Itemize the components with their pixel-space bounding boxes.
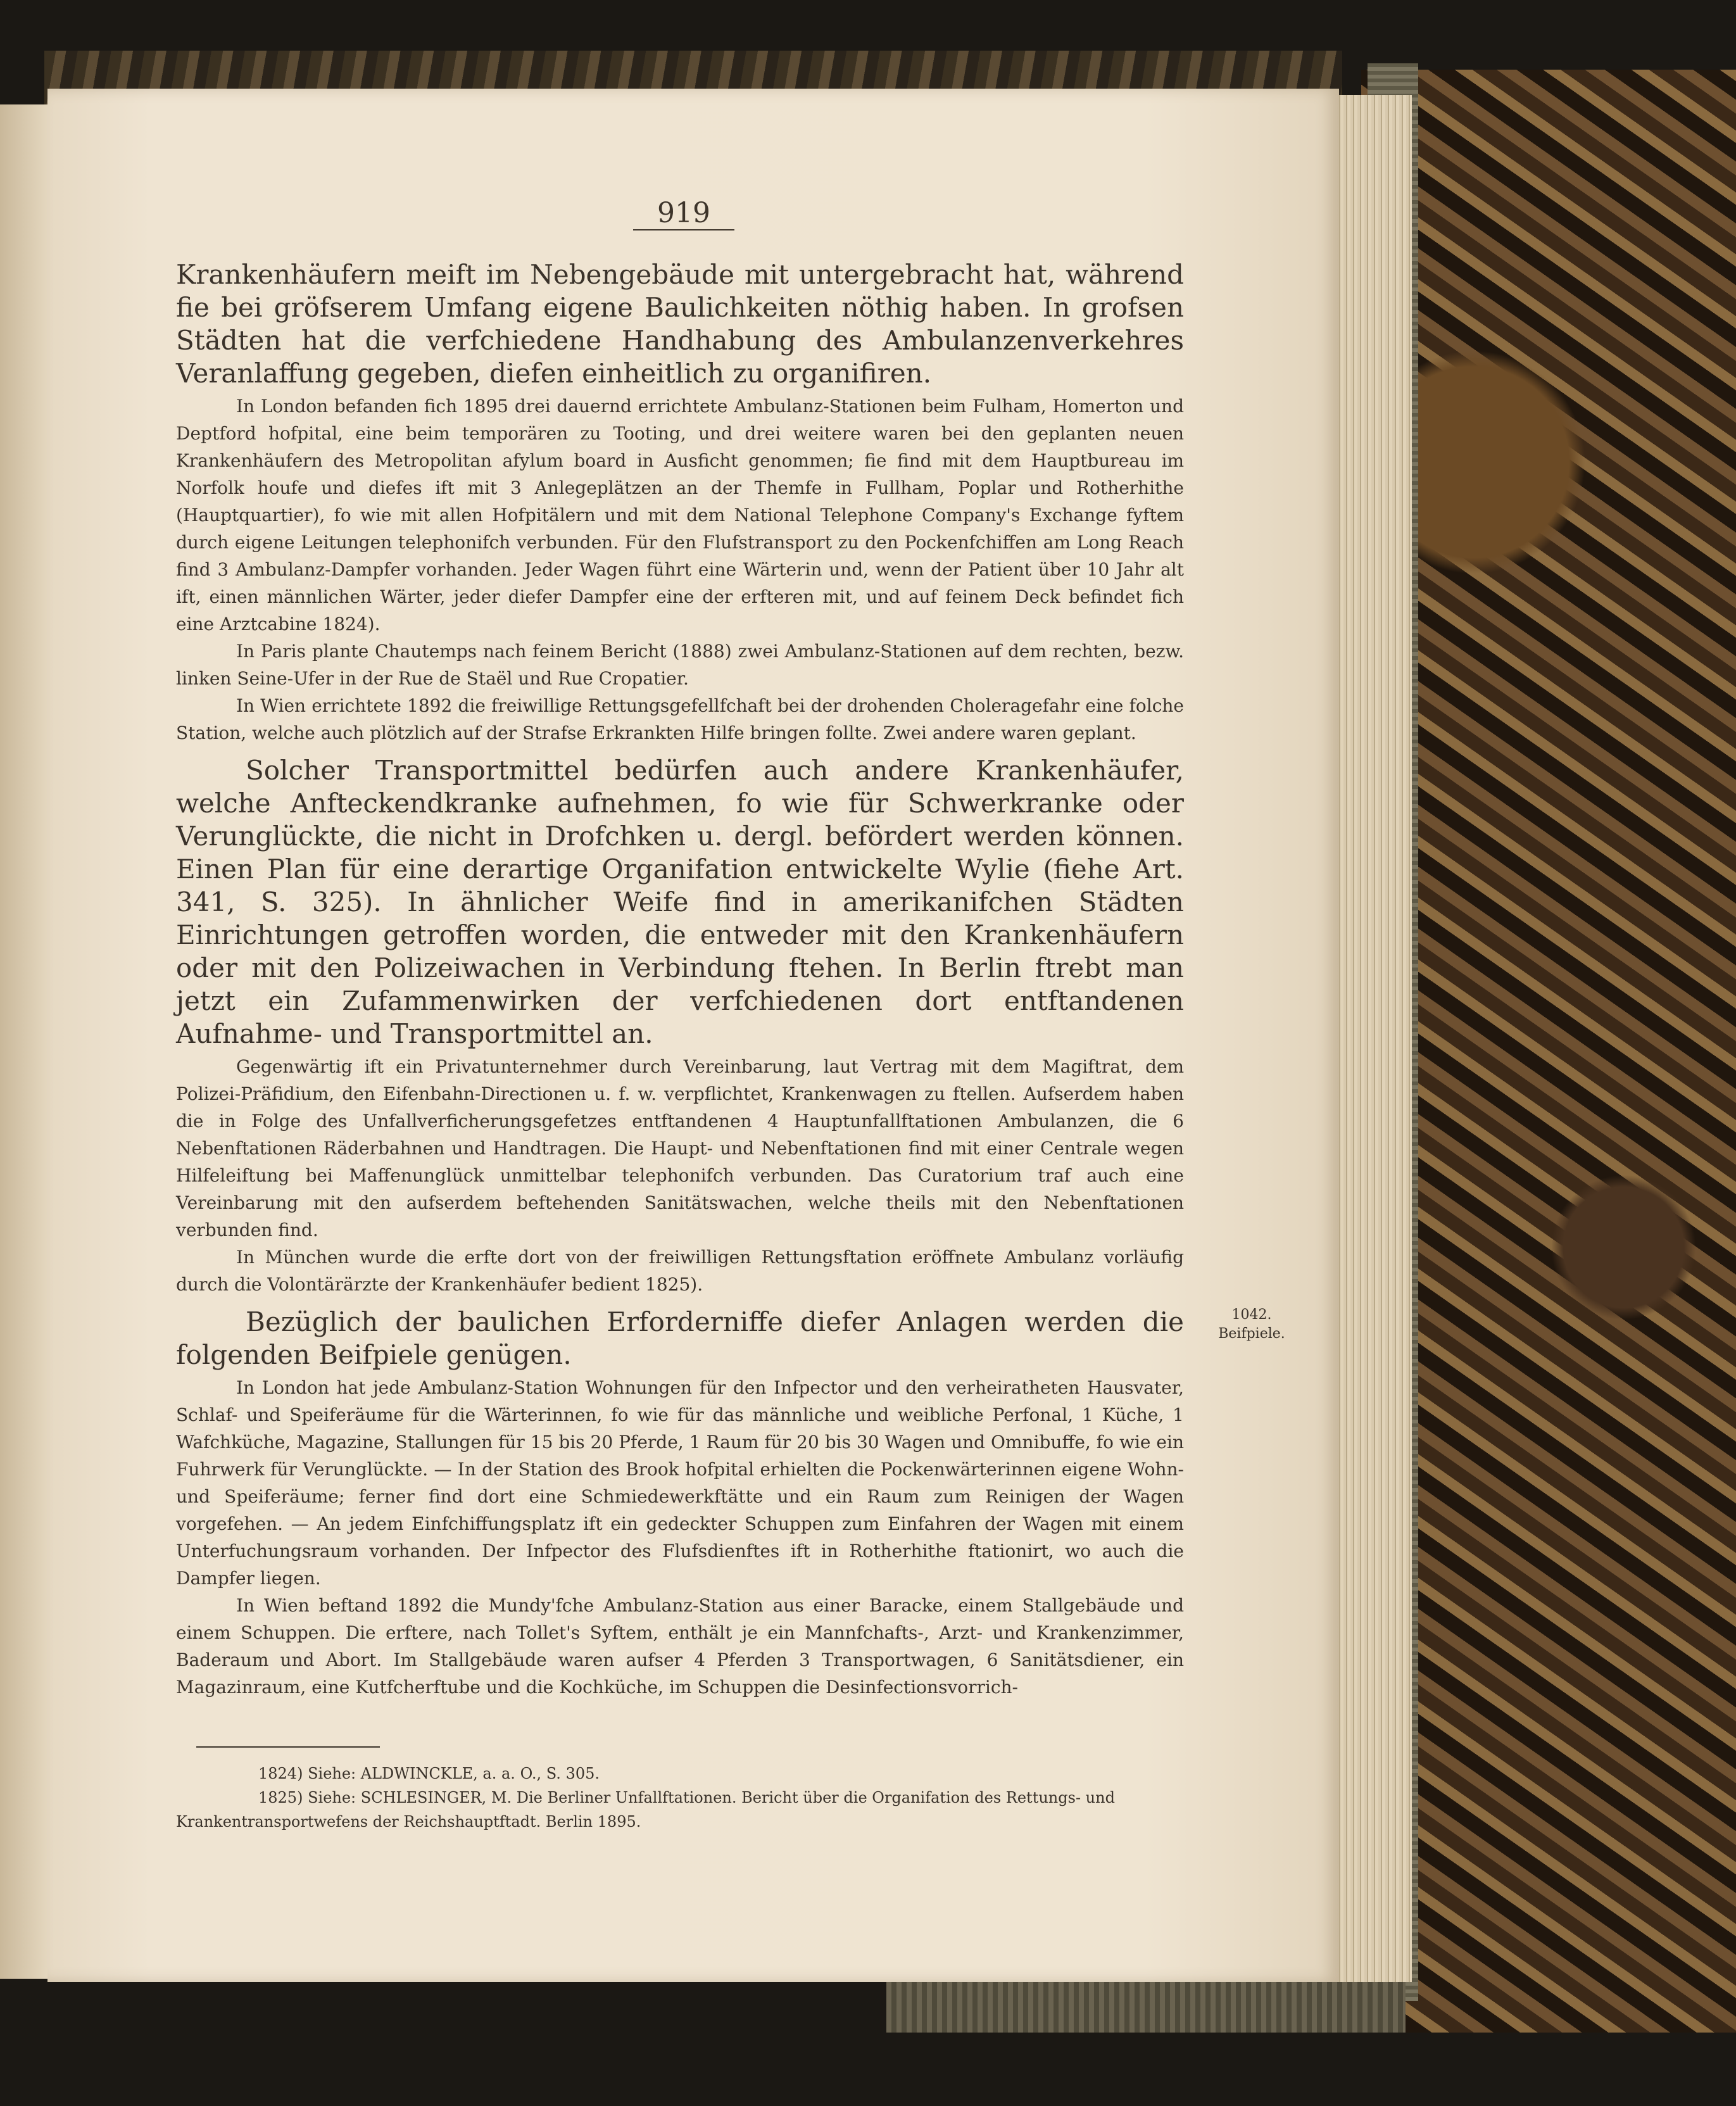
- margin-note: [1211, 1306, 1293, 1344]
- footnote-rule: [196, 1746, 380, 1748]
- paragraph-berlin: Gegenwärtig ift ein Privatunternehmer durch Vereinbarung, laut Vertrag mit dem Magiftrat, dem Polizei-Präfidium, den Eifenbahn-Directionen u. f. w. verpflichtet, Krankenwagen zu ftellen. Aufserdem haben die in Folge des Unfallverficherungsgefetzes entftandenen 4 Hauptunfallftationen Ambulanzen, die 6 Nebenftationen Räderbahnen und Handtragen. Die Haupt- und Nebenftationen find mit einer Centrale wegen Hilfeleiftung bei Maffenunglück unmittelbar telephonifch verbunden. Das Curatorium traf auch eine Vereinbarung mit den aufserdem beftehenden Sanitätswachen, welche theils mit den Nebenftationen verbunden find.: [176, 1056, 1184, 1240]
- page-body: [176, 258, 1184, 1701]
- paragraph-wien-station: In Wien beftand 1892 die Mundy'fche Ambulanz-Station aus einer Baracke, einem Stallgebäude und einem Schuppen. Die erftere, nach Tollet's Syftem, enthält je ein Mannfchafts-, Arzt- und Krankenzimmer, Baderaum und Abort. Im Stallgebäude waren aufser 4 Pferden 3 Transportwagen, 6 Sanitätsdiener, ein Magazinraum, eine Kutfcherftube und die Kochküche, im Schuppen die Desinfectionsvorrich-: [176, 1595, 1184, 1698]
- page-edges: [1330, 95, 1412, 1982]
- margin-note-label: Beifpiele.: [1218, 1326, 1285, 1342]
- footnote-1825: 1825) Siehe: SCHLESINGER, M. Die Berliner Unfallftationen. Bericht über die Organifation des Rettungs- und Krankentransportwefens der Reichshauptftadt. Berlin 1895.: [176, 1789, 1115, 1831]
- paragraph-wien: In Wien errichtete 1892 die freiwillige Rettungsgefellfchaft bei der drohenden Choleragefahr eine folche Station, welche auch plötzlich auf der Strafse Erkrankten Hilfe bringen follte. Zwei andere waren geplant.: [176, 695, 1184, 743]
- paragraph-intro: Krankenhäufern meift im Nebengebäude mit untergebracht hat, während fie bei gröfserem Umfang eigene Baulichkeiten nöthig haben. In grofsen Städten hat die verfchiedene Handhabung des Ambulanzenverkehres Veranlaffung gegeben, diefen einheitlich zu organifiren.: [176, 259, 1184, 389]
- book-cover-bottom: [886, 1976, 1406, 2033]
- footnotes: [176, 1762, 1189, 1834]
- footnote-1824: 1824) Siehe: ALDWINCKLE, a. a. O., S. 305.: [258, 1765, 600, 1782]
- paragraph-muenchen: In München wurde die erfte dort von der freiwilligen Rettungsftation eröffnete Ambulanz vorläufig durch die Volontärärzte der Krankenhäufer bedient 1825).: [176, 1247, 1184, 1295]
- paragraph-london: In London befanden fich 1895 drei dauernd errichtete Ambulanz-Stationen beim Fulham, Homerton und Deptford hofpital, eine beim temporären zu Tooting, und drei weitere waren bei den geplanten neuen Krankenhäufern des Metropolitan afylum board in Ausficht genommen; fie find mit dem Hauptbureau im Norfolk houfe und diefes ift mit 3 Anlegeplätzen an der Themfe in Fullham, Poplar und Rotherhithe (Hauptquartier), fo wie mit allen Hofpitälern und mit dem National Telephone Company's Exchange fyftem durch eigene Leitungen telephonifch verbunden. Für den Flufstransport zu den Pockenfchiffen am Long Reach find 3 Ambulanz-Dampfer vorhanden. Jeder Wagen führt eine Wärterin und, wenn der Patient über 10 Jahr alt ift, einen männlichen Wärter, jeder diefer Dampfer eine der erfteren mit, und auf feinem Deck befindet fich eine Arztcabine 1824).: [176, 396, 1184, 634]
- margin-note-number: 1042.: [1231, 1307, 1272, 1323]
- page-number: 919: [633, 198, 734, 230]
- paragraph-transport: Solcher Transportmittel bedürfen auch andere Krankenhäufer, welche Anfteckendkranke aufnehmen, fo wie für Schwerkranke oder Verunglückte, die nicht in Drofchken u. dergl. befördert werden können. Einen Plan für eine derartige Organifation entwickelte Wylie (fiehe Art. 341, S. 325). In ähnlicher Weife find in amerikanifchen Städten Einrichtungen getroffen worden, die entweder mit den Krankenhäufern oder mit den Polizeiwachen in Verbindung ftehen. In Berlin ftrebt man jetzt ein Zufammenwirken der verfchiedenen dort entftandenen Aufnahme- und Transportmittel an.: [176, 755, 1184, 1049]
- paragraph-beispiele: Bezüglich der baulichen Erforderniffe diefer Anlagen werden die folgenden Beifpiele genügen.: [176, 1306, 1184, 1370]
- facing-page-edge: [0, 104, 47, 1979]
- paragraph-london-station: In London hat jede Ambulanz-Station Wohnungen für den Infpector und den verheiratheten Hausvater, Schlaf- und Speiferäume für die Wärterinnen, fo wie für das männliche und weibliche Perfonal, 1 Küche, 1 Wafchküche, Magazine, Stallungen für 15 bis 20 Pferde, 1 Raum für 20 bis 30 Wagen und Omnibuffe, fo wie ein Fuhrwerk für Verunglückte. — In der Station des Brook hofpital erhielten die Pockenwärterinnen eigene Wohn- und Speiferäume; ferner find dort eine Schmiedewerkftätte und ein Raum zum Reinigen der Wagen vorgefehen. — An jedem Einfchiffungsplatz ift ein gedeckter Schuppen zum Einfahren der Wagen mit einem Unterfuchungsraum vorhanden. Der Infpector des Flufsdienftes ift in Rotherhithe ftationirt, wo auch die Dampfer liegen.: [176, 1377, 1184, 1589]
- paragraph-paris: In Paris plante Chautemps nach feinem Bericht (1888) zwei Ambulanz-Stationen auf dem rechten, bezw. linken Seine-Ufer in der Rue de Staël und Rue Cropatier.: [176, 641, 1184, 689]
